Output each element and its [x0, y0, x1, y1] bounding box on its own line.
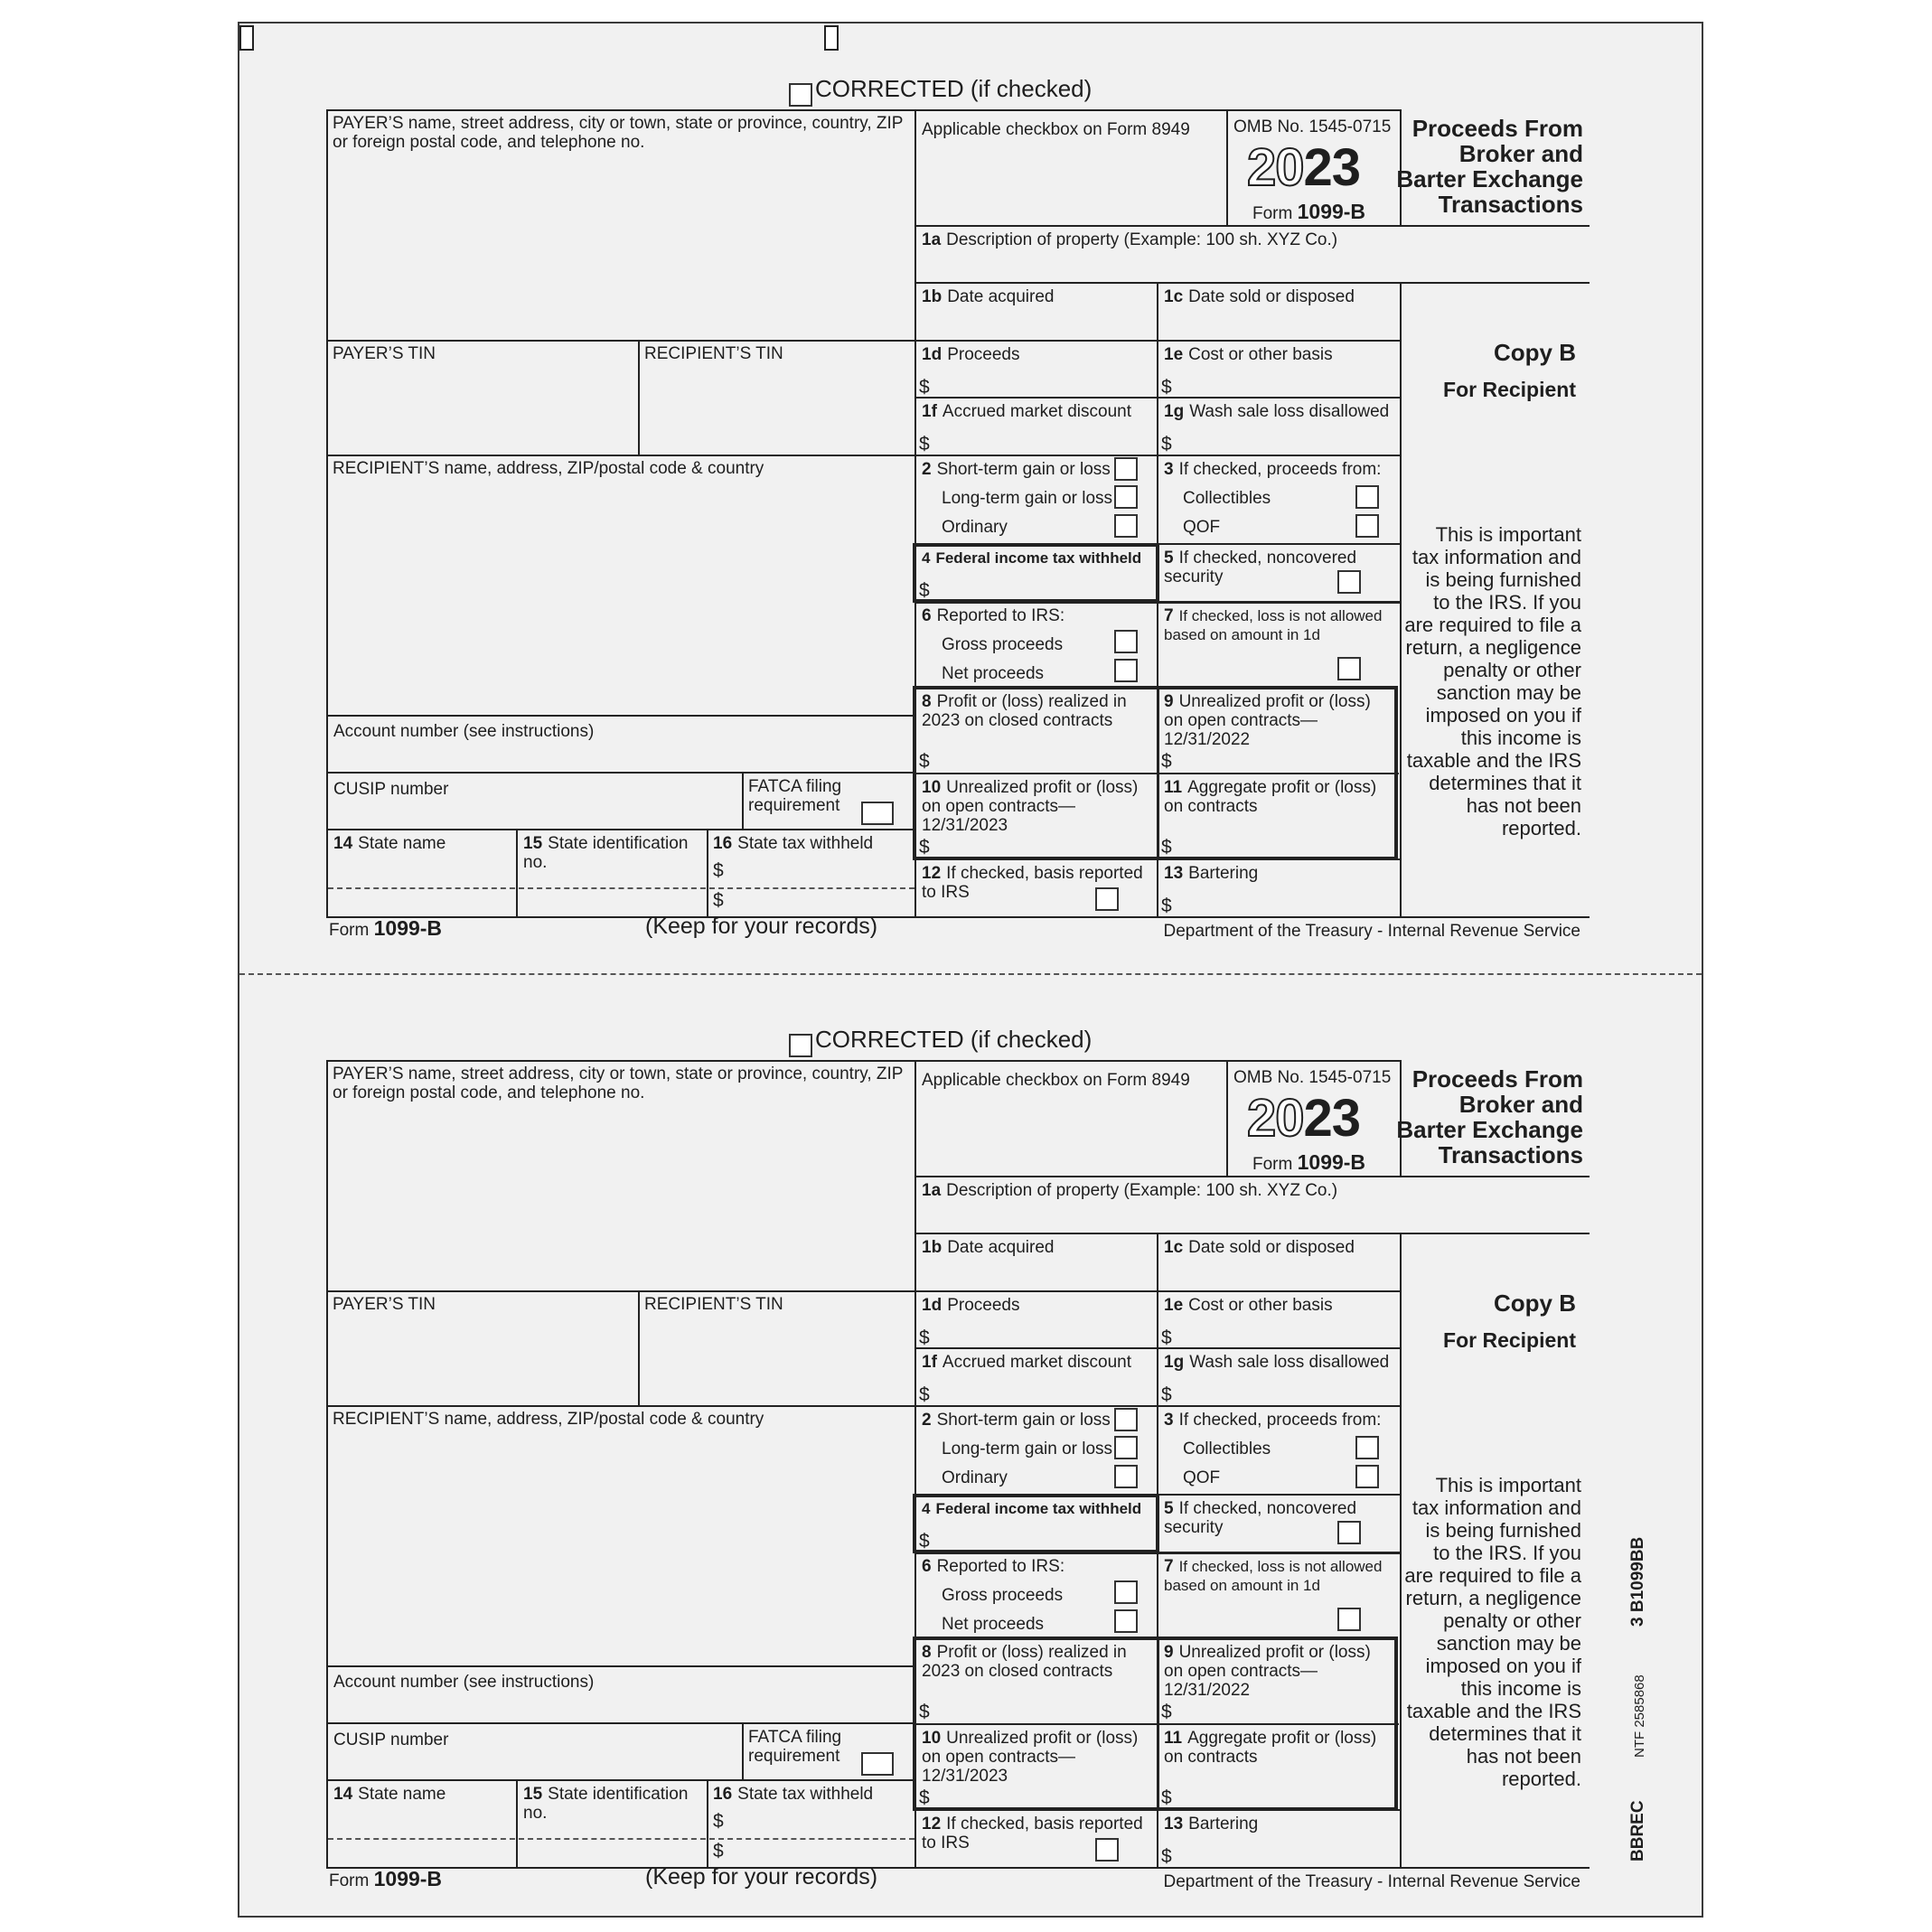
field-label: Accrued market discount — [942, 1353, 1131, 1372]
title-line-2: Broker and — [1458, 1091, 1583, 1118]
box-number: 7 — [1164, 1557, 1174, 1576]
dollar-sign: $ — [919, 1384, 930, 1405]
field-label: Unrealized profit or (loss) on open contracts—12/31/2023 — [922, 1729, 1139, 1786]
box-number: 1d — [922, 1296, 943, 1315]
field-label: Federal income tax withheld — [935, 1500, 1142, 1517]
box-8-profit-closed[interactable] — [916, 1640, 1156, 1721]
box-12-checkbox[interactable] — [1095, 887, 1119, 911]
box-number: 1g — [1164, 402, 1185, 421]
box-number: 3 — [1164, 1411, 1174, 1430]
field-label: Wash sale loss disallowed — [1189, 1353, 1390, 1372]
box-1g-wash-sale[interactable] — [1158, 1350, 1399, 1404]
box-1c-date-sold[interactable] — [1158, 285, 1399, 309]
box-5-checkbox[interactable] — [1337, 1521, 1361, 1544]
box-number: 16 — [713, 1785, 733, 1804]
field-label: Accrued market discount — [942, 402, 1131, 421]
field-label: State name — [358, 834, 446, 853]
box-2-ordinary-checkbox[interactable] — [1114, 514, 1138, 538]
side-code-bbrec: BBREC — [1628, 1800, 1647, 1862]
grid-line — [914, 1494, 1401, 1496]
box-12-checkbox[interactable] — [1095, 1838, 1119, 1862]
box-number: 1e — [1164, 1296, 1184, 1315]
title-line-3: Barter Exchange — [1396, 165, 1583, 192]
year-suffix: 23 — [1303, 1089, 1361, 1148]
form-number: 1099-B — [373, 916, 443, 940]
field-label: Description of property (Example: 100 sh. XYZ Co.) — [946, 1181, 1338, 1200]
dollar-sign: $ — [919, 837, 930, 858]
box-number: 14 — [333, 1785, 353, 1804]
box-13-bartering[interactable] — [1158, 861, 1397, 915]
box-3-collectibles-checkbox[interactable] — [1355, 485, 1379, 509]
for-recipient-label: For Recipient — [1443, 378, 1576, 401]
fatca-checkbox[interactable] — [861, 802, 894, 825]
cusip-field[interactable]: CUSIP number — [333, 780, 449, 799]
applicable-checkbox-field[interactable]: Applicable checkbox on Form 8949 — [922, 1071, 1190, 1090]
box-1b-date-acquired[interactable] — [916, 285, 1156, 309]
box-number: 9 — [1164, 692, 1174, 711]
box-6-gross: Gross proceeds — [942, 1586, 1064, 1605]
box-number: 4 — [922, 549, 931, 567]
dollar-sign: $ — [1161, 434, 1172, 455]
fatca-label: FATCA filing requirement — [748, 1728, 842, 1766]
grid-line — [914, 1347, 1401, 1349]
box-number: 13 — [1164, 864, 1184, 883]
grid-line — [328, 1838, 914, 1840]
dollar-sign: $ — [1161, 1384, 1172, 1405]
form-title — [1396, 1065, 1583, 1168]
keep-records-note: (Keep for your records) — [645, 1864, 878, 1890]
box-6-net-checkbox[interactable] — [1114, 659, 1138, 682]
box-3-label — [1158, 1408, 1386, 1432]
box-1c-date-sold[interactable] — [1158, 1235, 1399, 1260]
box-16-state-tax[interactable] — [708, 831, 914, 856]
box-3-qof: QOF — [1183, 518, 1221, 537]
box-number: 9 — [1164, 1643, 1174, 1662]
field-label: Profit or (loss) realized in 2023 on closed contracts — [922, 1643, 1127, 1681]
box-number: 14 — [333, 834, 353, 853]
box-16-dollar-2: $ — [713, 1841, 724, 1862]
form-copy-top — [0, 0, 1932, 941]
box-number: 11 — [1164, 778, 1183, 797]
box-2-long-term: Long-term gain or loss — [942, 489, 1113, 508]
payer-name-field[interactable]: PAYER’S name, street address, city or town, state or province, country, ZIP or foreign postal code, and telephone no. — [333, 1064, 904, 1102]
corrected-checkbox[interactable] — [789, 1034, 812, 1057]
recipient-name-field[interactable]: RECIPIENT’S name, address, ZIP/postal code & country — [333, 459, 764, 478]
grid-line — [914, 1233, 1590, 1234]
payer-tin-field[interactable]: PAYER’S TIN — [333, 344, 436, 363]
cusip-field[interactable]: CUSIP number — [333, 1730, 449, 1749]
box-1d-proceeds[interactable] — [916, 342, 1156, 397]
box-3-collectibles-checkbox[interactable] — [1355, 1436, 1379, 1459]
field-label: If checked, loss is not allowed based on amount in 1d — [1164, 607, 1383, 643]
field-label: Short-term gain or loss — [936, 1411, 1111, 1430]
side-code-ntf: NTF 2585868 — [1632, 1674, 1647, 1758]
box-number: 1a — [922, 230, 942, 249]
dollar-sign: $ — [919, 751, 930, 772]
title-line-1: Proceeds From — [1411, 115, 1583, 142]
fatca-label: FATCA filing requirement — [748, 777, 842, 815]
omb-number: OMB No. 1545-0715 — [1233, 1068, 1392, 1087]
box-number: 4 — [922, 1500, 931, 1517]
box-7-checkbox[interactable] — [1337, 1608, 1361, 1631]
box-14-state-name[interactable] — [328, 831, 515, 856]
box-4-federal-tax[interactable] — [916, 546, 1156, 600]
box-11-aggregate[interactable] — [1158, 775, 1397, 857]
box-2-long-term-checkbox[interactable] — [1114, 1436, 1138, 1459]
field-label: Form — [329, 1871, 370, 1890]
dollar-sign: $ — [919, 1327, 930, 1348]
box-number: 7 — [1164, 606, 1174, 625]
account-number-field[interactable]: Account number (see instructions) — [333, 722, 595, 741]
box-5-noncovered — [1158, 546, 1366, 589]
box-2-ordinary-checkbox[interactable] — [1114, 1465, 1138, 1488]
box-3-qof-checkbox[interactable] — [1355, 514, 1379, 538]
keep-records-note: (Keep for your records) — [645, 914, 878, 939]
field-label: Proceeds — [947, 1296, 1020, 1315]
field-label: If checked, noncovered security — [1164, 549, 1357, 586]
box-number: 2 — [922, 460, 932, 479]
corrected-label: CORRECTED (if checked) — [815, 1026, 1093, 1053]
box-1a-description[interactable] — [916, 1178, 1585, 1203]
box-number: 1g — [1164, 1353, 1185, 1372]
box-7-checkbox[interactable] — [1337, 657, 1361, 680]
form-id-footer — [324, 916, 447, 943]
box-number: 5 — [1164, 1499, 1174, 1518]
recipient-tin-field[interactable]: RECIPIENT’S TIN — [644, 344, 783, 363]
box-number: 15 — [523, 834, 543, 853]
year-suffix: 23 — [1303, 138, 1361, 197]
field-label: Form — [1252, 1155, 1293, 1174]
box-2-short-term-checkbox[interactable] — [1114, 1408, 1138, 1431]
box-number: 13 — [1164, 1815, 1184, 1834]
important-notice: This is important tax information and is being furnished to the IRS. If you are required to file a return, a negligence penalty or other sanction may be imposed on you if this income is taxable and the IRS determines that it has not been reported. — [1404, 1474, 1581, 1790]
form-number: 1099-B — [1297, 1150, 1366, 1174]
form-id-footer — [324, 1867, 447, 1893]
dollar-sign: $ — [919, 1531, 930, 1552]
box-number: 12 — [922, 1815, 942, 1834]
form-id-header — [1247, 200, 1371, 226]
box-number: 1a — [922, 1181, 942, 1200]
field-label: If checked, proceeds from: — [1178, 460, 1382, 479]
side-code-part-number: 3 B1099BB — [1628, 1536, 1647, 1627]
tax-year — [1247, 137, 1360, 198]
box-6-gross-checkbox[interactable] — [1114, 1580, 1138, 1604]
box-5-checkbox[interactable] — [1337, 570, 1361, 594]
field-label: Short-term gain or loss — [936, 460, 1111, 479]
box-number: 1c — [1164, 1238, 1184, 1257]
corrected-checkbox[interactable] — [789, 83, 812, 107]
box-number: 2 — [922, 1411, 932, 1430]
grid-line — [326, 1665, 915, 1667]
department-note: Department of the Treasury - Internal Revenue Service — [1163, 922, 1580, 941]
grid-line — [326, 1722, 915, 1724]
box-number: 8 — [922, 1643, 932, 1662]
form-number: 1099-B — [1297, 200, 1366, 223]
title-line-1: Proceeds From — [1411, 1065, 1583, 1093]
box-number: 6 — [922, 1557, 932, 1576]
box-number: 1f — [922, 402, 937, 421]
box-number: 1b — [922, 1238, 943, 1257]
field-label: Wash sale loss disallowed — [1189, 402, 1390, 421]
box-6-gross: Gross proceeds — [942, 635, 1064, 654]
grid-line — [915, 1060, 1401, 1062]
box-2-short-term-checkbox[interactable] — [1114, 457, 1138, 481]
account-number-field[interactable]: Account number (see instructions) — [333, 1673, 595, 1692]
box-6-gross-checkbox[interactable] — [1114, 630, 1138, 653]
box-number: 1f — [922, 1353, 937, 1372]
box-number: 11 — [1164, 1729, 1183, 1748]
field-label: State name — [358, 1785, 446, 1804]
box-16-state-tax[interactable] — [708, 1782, 914, 1806]
field-label: Description of property (Example: 100 sh. XYZ Co.) — [946, 230, 1338, 249]
form-id-header — [1247, 1150, 1371, 1177]
field-label: Profit or (loss) realized in 2023 on closed contracts — [922, 692, 1127, 730]
box-5-noncovered — [1158, 1496, 1366, 1540]
field-label: State tax withheld — [737, 834, 874, 853]
field-label: Bartering — [1188, 864, 1259, 883]
grid-line — [326, 772, 915, 774]
grid-line — [326, 715, 915, 717]
field-label: If checked, basis reported to IRS — [922, 864, 1143, 902]
tax-year — [1247, 1088, 1360, 1149]
field-label: Aggregate profit or (loss) on contracts — [1164, 1729, 1377, 1767]
for-recipient-label: For Recipient — [1443, 1328, 1576, 1352]
grid-line — [1158, 601, 1401, 603]
dollar-sign: $ — [919, 1702, 930, 1722]
box-1e-cost-basis[interactable] — [1158, 1293, 1399, 1347]
field-label: If checked, loss is not allowed based on amount in 1d — [1164, 1558, 1383, 1594]
field-label: Reported to IRS: — [936, 606, 1065, 625]
dollar-sign: $ — [1161, 1702, 1172, 1722]
box-4-federal-tax[interactable] — [916, 1496, 1156, 1551]
box-10-unrealized-2023[interactable] — [916, 1726, 1156, 1807]
box-number: 1b — [922, 287, 943, 306]
payer-name-field[interactable]: PAYER’S name, street address, city or town, state or province, country, ZIP or foreign postal code, and telephone no. — [333, 114, 904, 152]
box-15-state-id[interactable] — [518, 831, 706, 875]
box-13-bartering[interactable] — [1158, 1812, 1397, 1866]
grid-line — [914, 282, 1590, 284]
box-9-unrealized-2022[interactable] — [1158, 689, 1397, 771]
box-10-unrealized-2023[interactable] — [916, 775, 1156, 857]
field-label: Date sold or disposed — [1188, 287, 1355, 306]
box-2-short-term — [916, 457, 1116, 482]
box-1d-proceeds[interactable] — [916, 1293, 1156, 1347]
box-1f-accrued-discount[interactable] — [916, 1350, 1156, 1404]
dollar-sign: $ — [1161, 837, 1172, 858]
recipient-name-field[interactable]: RECIPIENT’S name, address, ZIP/postal code & country — [333, 1410, 764, 1429]
box-1e-cost-basis[interactable] — [1158, 342, 1399, 397]
copy-b-label: Copy B — [1494, 339, 1576, 366]
box-15-state-id[interactable] — [518, 1782, 706, 1825]
field-label: Aggregate profit or (loss) on contracts — [1164, 778, 1377, 816]
field-label: Cost or other basis — [1188, 345, 1333, 364]
box-3-collectibles: Collectibles — [1183, 489, 1271, 508]
dollar-sign: $ — [1161, 896, 1172, 916]
box-number: 12 — [922, 864, 942, 883]
grid-line — [326, 1779, 915, 1781]
recipient-tin-field[interactable]: RECIPIENT’S TIN — [644, 1295, 783, 1314]
grid-line — [914, 397, 1401, 399]
box-number: 15 — [523, 1785, 543, 1804]
box-number: 6 — [922, 606, 932, 625]
title-line-2: Broker and — [1458, 140, 1583, 167]
field-label: Date sold or disposed — [1188, 1238, 1355, 1257]
box-6-label — [916, 1554, 1070, 1579]
grid-line — [328, 887, 914, 889]
department-note: Department of the Treasury - Internal Revenue Service — [1163, 1872, 1580, 1891]
box-8-profit-closed[interactable] — [916, 689, 1156, 771]
box-1a-description[interactable] — [916, 228, 1585, 252]
field-label: Cost or other basis — [1188, 1296, 1333, 1315]
dollar-sign: $ — [919, 377, 930, 398]
field-label: Bartering — [1188, 1815, 1259, 1834]
corrected-label: CORRECTED (if checked) — [815, 75, 1093, 102]
box-16-dollar-2: $ — [713, 890, 724, 911]
field-label: If checked, proceeds from: — [1178, 1411, 1382, 1430]
grid-line — [1158, 1552, 1401, 1553]
box-number: 1c — [1164, 287, 1184, 306]
field-label: Proceeds — [947, 345, 1020, 364]
title-line-4: Transactions — [1438, 1141, 1583, 1168]
dollar-sign: $ — [1161, 1327, 1172, 1348]
box-1f-accrued-discount[interactable] — [916, 399, 1156, 454]
title-line-3: Barter Exchange — [1396, 1116, 1583, 1143]
box-3-collectibles: Collectibles — [1183, 1440, 1271, 1458]
omb-number: OMB No. 1545-0715 — [1233, 117, 1392, 136]
dollar-sign: $ — [919, 1787, 930, 1808]
box-number: 3 — [1164, 460, 1174, 479]
box-2-long-term-checkbox[interactable] — [1114, 485, 1138, 509]
field-label: Reported to IRS: — [936, 1557, 1065, 1576]
dollar-sign: $ — [1161, 377, 1172, 398]
box-6-label — [916, 604, 1070, 628]
field-label: State tax withheld — [737, 1785, 874, 1804]
important-notice: This is important tax information and is being furnished to the IRS. If you are required to file a return, a negligence penalty or other sanction may be imposed on you if this income is taxable and the IRS determines that it has not been reported. — [1404, 523, 1581, 839]
box-9-unrealized-2022[interactable] — [1158, 1640, 1397, 1721]
box-7-loss-not-allowed — [1158, 604, 1401, 647]
box-2-ordinary: Ordinary — [942, 518, 1008, 537]
box-number: 10 — [922, 1729, 942, 1748]
field-label: Date acquired — [947, 1238, 1055, 1257]
box-3-qof-checkbox[interactable] — [1355, 1465, 1379, 1488]
field-label: Form — [1252, 204, 1293, 223]
box-number: 8 — [922, 692, 932, 711]
box-3-qof: QOF — [1183, 1468, 1221, 1487]
field-label: If checked, noncovered security — [1164, 1499, 1357, 1537]
form-title — [1396, 115, 1583, 218]
box-2-long-term: Long-term gain or loss — [942, 1440, 1113, 1458]
grid-line — [914, 543, 1401, 545]
box-6-net: Net proceeds — [942, 1615, 1045, 1634]
box-number: 10 — [922, 778, 942, 797]
grid-line — [915, 109, 1401, 111]
dollar-sign: $ — [919, 434, 930, 455]
box-2-ordinary: Ordinary — [942, 1468, 1008, 1487]
box-14-state-name[interactable] — [328, 1782, 515, 1806]
field-label: Unrealized profit or (loss) on open contracts—12/31/2022 — [1164, 1643, 1371, 1700]
applicable-checkbox-field[interactable]: Applicable checkbox on Form 8949 — [922, 120, 1190, 139]
form-number: 1099-B — [373, 1867, 443, 1890]
grid-line — [326, 916, 1590, 918]
field-label: State identification no. — [523, 1785, 689, 1823]
field-label: If checked, basis reported to IRS — [922, 1815, 1143, 1852]
box-6-net-checkbox[interactable] — [1114, 1609, 1138, 1633]
grid-line — [326, 829, 915, 830]
dollar-sign: $ — [1161, 1846, 1172, 1867]
box-3-label — [1158, 457, 1386, 482]
box-7-loss-not-allowed — [1158, 1554, 1401, 1598]
fatca-checkbox[interactable] — [861, 1752, 894, 1776]
box-2-short-term — [916, 1408, 1116, 1432]
box-1g-wash-sale[interactable] — [1158, 399, 1399, 454]
field-label: Form — [329, 921, 370, 940]
box-11-aggregate[interactable] — [1158, 1726, 1397, 1807]
box-16-dollar-1: $ — [713, 1811, 724, 1832]
field-label: Unrealized profit or (loss) on open contracts—12/31/2022 — [1164, 692, 1371, 749]
box-6-net: Net proceeds — [942, 664, 1045, 683]
grid-line — [326, 1867, 1590, 1869]
field-label: Date acquired — [947, 287, 1055, 306]
box-16-dollar-1: $ — [713, 860, 724, 881]
field-label: Federal income tax withheld — [935, 549, 1142, 567]
copy-b-label: Copy B — [1494, 1290, 1576, 1317]
year-prefix: 20 — [1247, 138, 1304, 197]
box-1b-date-acquired[interactable] — [916, 1235, 1156, 1260]
dollar-sign: $ — [919, 580, 930, 601]
dollar-sign: $ — [1161, 751, 1172, 772]
box-number: 1d — [922, 345, 943, 364]
payer-tin-field[interactable]: PAYER’S TIN — [333, 1295, 436, 1314]
box-number: 16 — [713, 834, 733, 853]
field-label: State identification no. — [523, 834, 689, 872]
year-prefix: 20 — [1247, 1089, 1304, 1148]
box-number: 1e — [1164, 345, 1184, 364]
title-line-4: Transactions — [1438, 191, 1583, 218]
dollar-sign: $ — [1161, 1787, 1172, 1808]
box-number: 5 — [1164, 549, 1174, 567]
field-label: Unrealized profit or (loss) on open contracts—12/31/2023 — [922, 778, 1139, 835]
